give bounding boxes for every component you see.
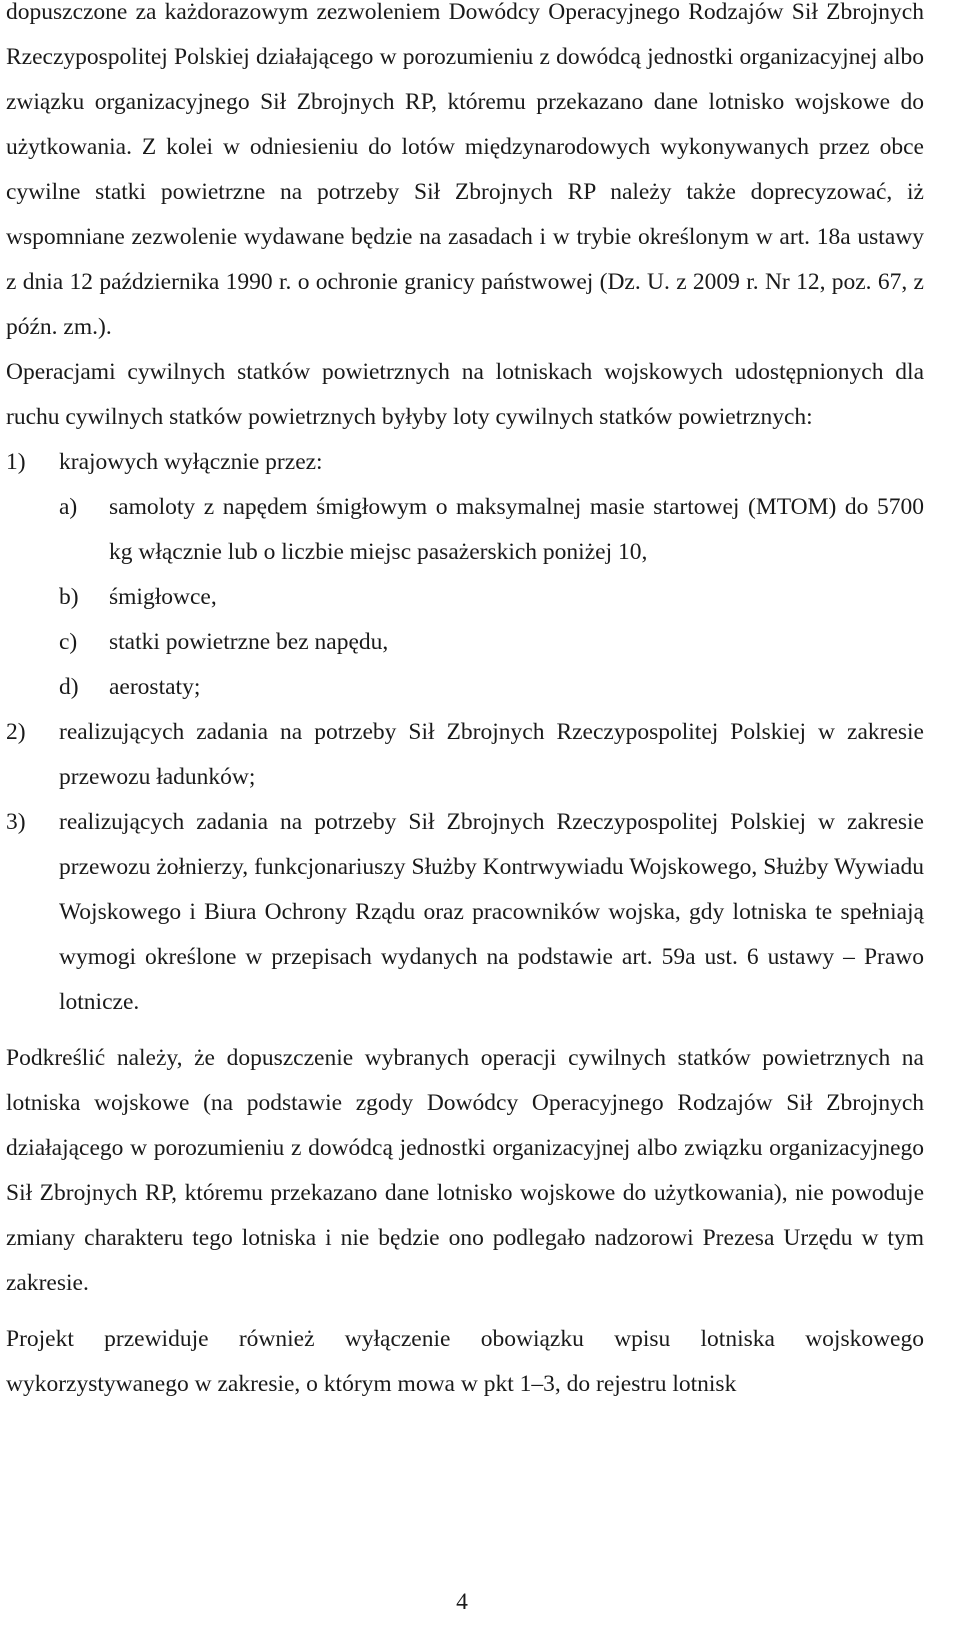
sub-marker: b) xyxy=(59,584,79,610)
paragraph-civil-operations-intro: Operacjami cywilnych statków powietrznych na lotniskach wojskowych udostępnionych dla ruchu cywilnych statków powietrznych byłyby loty cywilnych statków powietrznych: xyxy=(6,359,924,430)
sub-item-c xyxy=(6,620,924,665)
list-item-text: realizujących zadania na potrzeby Sił Zbrojnych Rzeczypospolitej Polskiej w zakresie przewozu żołnierzy, funkcjonariuszy Służby Kontrwywiadu Wojskowego, Służby Wywiadu Wojskowego i Biura Ochrony Rządu oraz pracowników wojska, gdy lotniska te spełniają wymogi określone w przepisach wydanych na podstawie art. 59a ust. 6 ustawy – Prawo lotnicze. xyxy=(59,809,924,1015)
list-item-3 xyxy=(6,800,924,1025)
paragraph-registry-exclusion: Projekt przewiduje również wyłączenie obowiązku wpisu lotniska wojskowego wykorzystywanego w zakresie, o którym mowa w pkt 1–3, do rejestru lotnisk xyxy=(6,1326,924,1397)
sub-marker: a) xyxy=(59,494,78,520)
sub-marker: d) xyxy=(59,674,79,700)
sub-item-b xyxy=(6,575,924,620)
sub-item-a xyxy=(6,485,924,575)
sub-item-d xyxy=(6,665,924,710)
sub-item-text: śmigłowce, xyxy=(109,584,217,610)
list-item-2 xyxy=(6,710,924,800)
sub-item-text: statki powietrzne bez napędu, xyxy=(109,629,389,655)
list-item-text: krajowych wyłącznie przez: xyxy=(59,449,323,475)
list-marker: 1) xyxy=(6,449,26,475)
page-number: 4 xyxy=(456,1589,468,1615)
list-marker: 2) xyxy=(6,719,26,745)
list-item-1 xyxy=(6,440,924,485)
paragraph-flight-permission: dopuszczone za każdorazowym zezwoleniem Dowódcy Operacyjnego Rodzajów Sił Zbrojnych Rzeczypospolitej Polskiej działającego w porozumieniu z dowódcą jednostki organizacyjnej albo związku organizacyjnego Sił Zbrojnych RP, któremu przekazano dane lotnisko wojskowe do użytkowania. Z kolei w odniesieniu do lotów międzynarodowych wykonywanych przez obce cywilne statki powietrzne na potrzeby Sił Zbrojnych RP należy także doprecyzować, iż wspomniane zezwolenie wydawane będzie na zasadach i w trybie określonym w art. 18a ustawy z dnia 12 października 1990 r. o ochronie granicy państwowej (Dz. U. z 2009 r. Nr 12, poz. 67, z późn. zm.). xyxy=(6,0,924,340)
sub-item-text: aerostaty; xyxy=(109,674,201,700)
sub-item-text: samoloty z napędem śmigłowym o maksymalnej masie startowej (MTOM) do 5700 kg włącznie lub o liczbie miejsc pasażerskich poniżej 10, xyxy=(109,494,924,565)
list-marker: 3) xyxy=(6,809,26,835)
document-body xyxy=(6,0,924,1407)
list-item-text: realizujących zadania na potrzeby Sił Zbrojnych Rzeczypospolitej Polskiej w zakresie przewozu ładunków; xyxy=(59,719,924,790)
sub-marker: c) xyxy=(59,629,78,655)
paragraph-airport-character: Podkreślić należy, że dopuszczenie wybranych operacji cywilnych statków powietrznych na lotniska wojskowe (na podstawie zgody Dowódcy Operacyjnego Rodzajów Sił Zbrojnych działającego w porozumieniu z dowódcą jednostki organizacyjnej albo związku organizacyjnego Sił Zbrojnych RP, któremu przekazano dane lotnisko wojskowe do użytkowania), nie powoduje zmiany charakteru tego lotniska i nie będzie ono podlegało nadzorowi Prezesa Urzędu w tym zakresie. xyxy=(6,1045,924,1296)
